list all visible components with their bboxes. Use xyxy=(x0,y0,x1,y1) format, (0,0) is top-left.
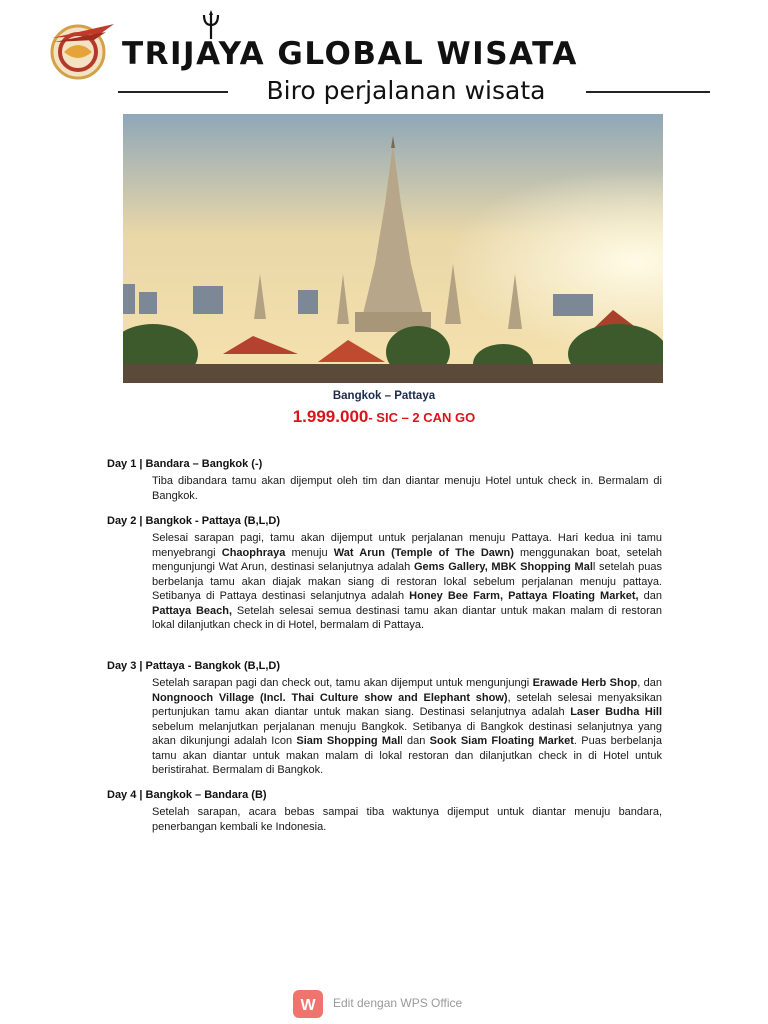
day-description: Selesai sarapan pagi, tamu akan dijemput untuk perjalanan menuju Pattaya. Hari kedua ini tamu menyebrangi Chaophraya menuju Wat Arun (Temple of The Dawn) menggunakan boat, setelah mengunjungi Wat Arun, destinasi selanjutnya adalah Gems Gallery, MBK Shopping Mall setelah puas berbelanja tamu akan diajak makan siang di restoran lokal sebelum perjalanan menuju pattaya. Setibanya di Pattaya destinasi selanjutnya adalah Honey Bee Farm, Pattaya Floating Market, dan Pattaya Beach, Setelah selesai semua destinasi tamu akan diantar untuk makan malam di restoran lokal dilanjutkan check in di Hotel, bermalam di Pattaya. xyxy=(152,532,662,631)
day-title: Day 2 | Bangkok - Pattaya (B,L,D) xyxy=(107,515,281,527)
price-amount: 1.999.000 xyxy=(292,407,369,426)
company-logo-icon xyxy=(44,18,120,80)
day-description: Tiba dibandara tamu akan dijemput oleh tim dan diantar menuju Hotel untuk check in. Bermalam di Bangkok. xyxy=(152,475,662,502)
day-description: Setelah sarapan, acara bebas sampai tiba waktunya dijemput untuk diantar menuju bandara, penerbangan kembali ke Indonesia. xyxy=(152,806,662,833)
tagline-divider-right xyxy=(586,91,710,93)
company-name: TRIJAYA GLOBAL WISATA xyxy=(122,36,578,72)
itinerary-day-3 xyxy=(107,660,667,778)
tagline-row xyxy=(118,76,710,106)
day-description: Setelah sarapan pagi dan check out, tamu akan dijemput untuk mengunjungi Erawade Herb Shop, dan Nongnooch Village (Incl. Thai Culture show and Elephant show), setelah selesai menyaksikan pertunjukan tamu akan diantar untuk makan siang. Destinasi selanjutnya adalah Laser Budha Hill sebelum melanjutkan perjalanan menuju Bangkok. Setibanya di Bangkok destinasi selanjutnya yang akan dikunjungi adalah Icon Siam Shopping Mall dan Sook Siam Floating Market. Puas berbelanja tamu akan diantar untuk makan malam di lokal restoran dan dilanjutkan check in di Hotel untuk beristirahat. Bermalam di Bangkok. xyxy=(152,677,663,776)
itinerary-day-2 xyxy=(107,515,667,633)
day-title: Day 1 | Bandara – Bangkok (-) xyxy=(107,458,263,470)
wps-logo-icon xyxy=(293,990,323,1018)
trident-icon xyxy=(200,9,222,39)
price-note: - SIC – 2 CAN GO xyxy=(368,410,476,425)
temple-photo xyxy=(123,114,663,383)
itinerary-day-4 xyxy=(107,789,667,834)
day-title: Day 4 | Bangkok – Bandara (B) xyxy=(107,789,267,801)
trip-route: Bangkok – Pattaya xyxy=(332,390,436,402)
tagline: Biro perjalanan wisata xyxy=(266,76,546,105)
tagline-divider-left xyxy=(118,91,228,93)
trip-price xyxy=(0,407,768,427)
letterhead xyxy=(0,0,768,112)
day-title: Day 3 | Pattaya - Bangkok (B,L,D) xyxy=(107,660,281,672)
itinerary-day-1 xyxy=(107,458,667,503)
edit-with-wps-button[interactable] xyxy=(293,990,493,1018)
svg-text:W: W xyxy=(300,997,316,1014)
edit-with-wps-label: Edit dengan WPS Office xyxy=(333,996,463,1010)
